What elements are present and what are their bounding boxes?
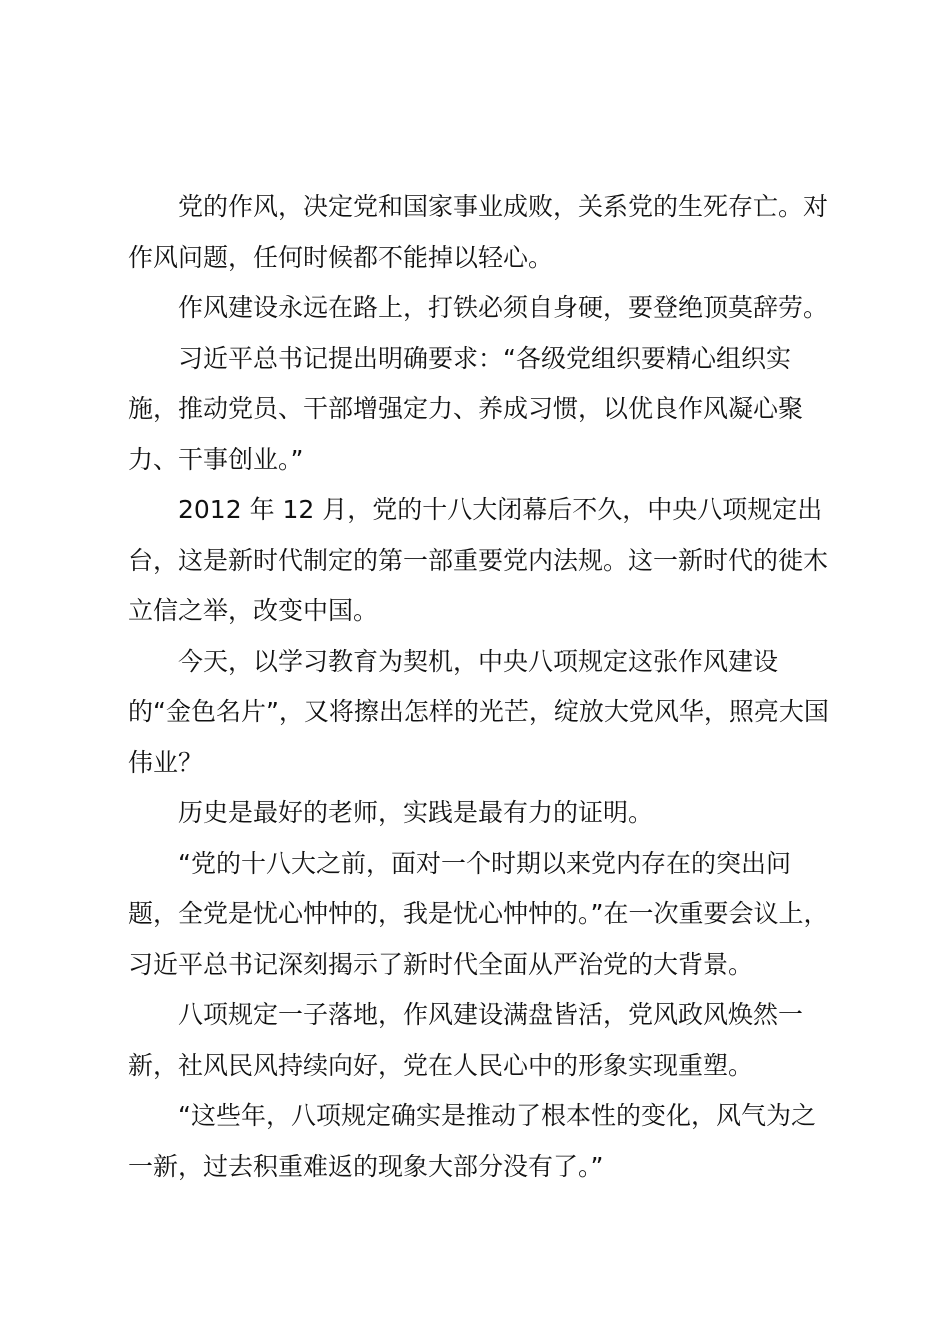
paragraph: 历史是最好的老师，实践是最有力的证明。 bbox=[178, 798, 654, 827]
paragraph: 八项规定一子落地，作风建设满盘皆活，党风政风焕然一新，社风民风持续向好，党在人民心中的形象实现重塑。 bbox=[128, 1000, 804, 1080]
paragraph: 习近平总书记提出明确要求：“各级党组织要精心组织实施，推动党员、干部增强定力、养成习惯，以优良作风凝心聚力、干事创业。” bbox=[128, 343, 804, 474]
paragraph: “党的十八大之前，面对一个时期以来党内存在的突出问题，全党是忧心忡忡的，我是忧心忡忡的。”在一次重要会议上，习近平总书记深刻揭示了新时代全面从严治党的大背景。 bbox=[128, 848, 829, 979]
paragraph: 今天，以学习教育为契机，中央八项规定这张作风建设的“金色名片”，又将擦出怎样的光芒，绽放大党风华，照亮大国伟业？ bbox=[128, 646, 829, 777]
paragraph: 2012 年 12 月，党的十八大闭幕后不久，中央八项规定出台，这是新时代制定的第一部重要党内法规。这一新时代的徙木立信之举，改变中国。 bbox=[128, 495, 829, 625]
paragraph: 党的作风，决定党和国家事业成败，关系党的生死存亡。对作风问题，任何时候都不能掉以轻心。 bbox=[128, 192, 829, 272]
paragraph: “这些年，八项规定确实是推动了根本性的变化，风气为之一新，过去积重难返的现象大部分没有了。” bbox=[128, 1101, 816, 1181]
paragraph: 作风建设永远在路上，打铁必须自身硬，要登绝顶莫辞劳。 bbox=[178, 293, 829, 322]
document-body bbox=[128, 182, 833, 1192]
